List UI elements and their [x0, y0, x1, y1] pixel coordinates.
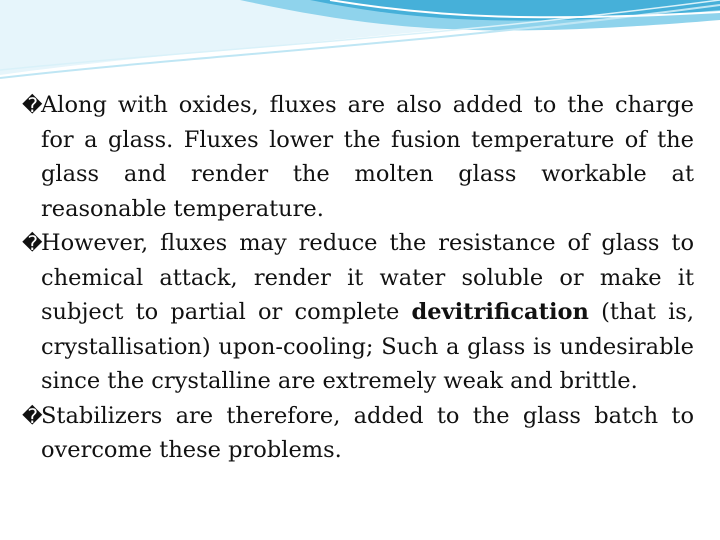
bullet-paragraph: [22, 226, 694, 399]
bullet-paragraph: [22, 399, 694, 468]
decorative-wave-banner: [0, 0, 720, 90]
bullet-icon: �: [22, 93, 43, 117]
paragraph-text: Along with oxides, fluxes are also added to the charge for a glass. Fluxes lower the fusion temperature of the glass and render the molten glass workable at reasonable temperature.: [41, 92, 694, 222]
bullet-icon: �: [22, 231, 43, 255]
bullet-paragraph: [22, 88, 694, 226]
paragraph-text: Stabilizers are therefore, added to the glass batch to overcome these problems.: [41, 402, 694, 463]
slide-body: [22, 88, 694, 468]
paragraph-text-after: (that is, crystallisation) upon-cooling; Such a glass is undesirable since the crystalline are extremely weak and brittle.: [41, 299, 695, 394]
bullet-icon: �: [22, 403, 43, 428]
keyword-devitrification: devitrification: [411, 299, 589, 325]
paragraph-text-before: However, fluxes may reduce the resistance of glass to chemical attack, render it water soluble or make it subject to partial or complete: [41, 230, 694, 325]
